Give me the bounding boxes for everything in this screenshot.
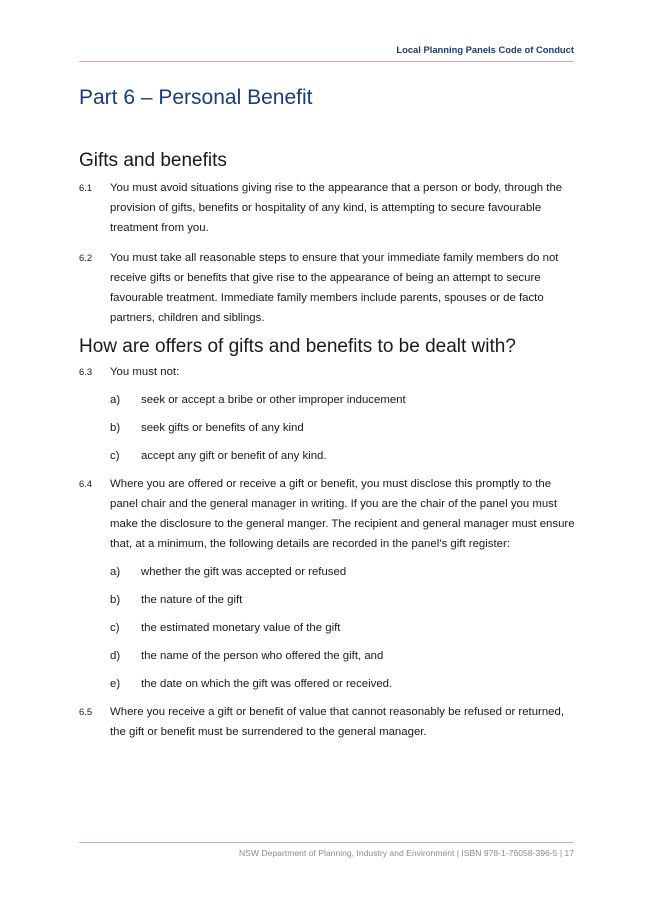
- clause-intro: You must not:: [110, 366, 180, 378]
- list-item: [110, 446, 579, 466]
- clause-6-5: [79, 702, 579, 742]
- list-item-text: seek gifts or benefits of any kind: [141, 422, 304, 434]
- list-item-letter: c): [110, 450, 120, 462]
- list-item-letter: a): [110, 394, 121, 406]
- footer-text: NSW Department of Planning, Industry and Environment | ISBN 978-1-76058-396-5 | 17: [238, 848, 574, 858]
- section-heading-offers-of-gifts: How are offers of gifts and benefits to be dealt with?: [79, 336, 516, 357]
- list-item-letter: a): [110, 566, 121, 578]
- clause-text: [110, 362, 579, 474]
- clause-number: 6.3: [79, 366, 93, 377]
- running-header: [79, 44, 574, 62]
- clause-list: [110, 562, 579, 694]
- running-footer: [79, 842, 574, 858]
- clause-6-2: [79, 248, 579, 328]
- list-item-text: the estimated monetary value of the gift: [141, 622, 341, 634]
- clause-intro: Where you are offered or receive a gift or benefit, you must disclose this promptly to the panel chair and the general manager in writing. If you are the chair of the panel you must make the disclosure to the general manger. The recipient and general manager must ensure that, at a minimum, the following details are recorded in the panel’s gift register:: [110, 478, 575, 550]
- clause-text: You must take all reasonable steps to ensure that your immediate family members do not receive gifts or benefits that give rise to the appearance of being an attempt to secure favourable treatment. Immediate family members include parents, spouses or de facto partners, children and siblings.: [110, 252, 559, 324]
- running-header-title: Local Planning Panels Code of Conduct: [396, 44, 574, 55]
- clause-number: 6.4: [79, 478, 93, 489]
- list-item-text: seek or accept a bribe or other improper inducement: [141, 394, 406, 406]
- list-item-letter: b): [110, 422, 121, 434]
- list-item-text: whether the gift was accepted or refused: [141, 566, 347, 578]
- clause-6-1: [79, 178, 579, 238]
- clause-number: 6.1: [79, 182, 93, 193]
- list-item: [110, 390, 579, 410]
- list-item-text: the date on which the gift was offered or received.: [141, 678, 393, 690]
- part-title: Part 6 – Personal Benefit: [79, 86, 313, 109]
- list-item-letter: d): [110, 650, 121, 662]
- list-item: [110, 674, 579, 694]
- list-item-text: the name of the person who offered the gift, and: [141, 650, 384, 662]
- clause-number: 6.5: [79, 706, 93, 717]
- clause-6-3: [79, 362, 579, 474]
- clause-text: Where you receive a gift or benefit of value that cannot reasonably be refused or returned, the gift or benefit must be surrendered to the general manager.: [110, 706, 564, 738]
- list-item-text: accept any gift or benefit of any kind.: [141, 450, 327, 462]
- list-item-letter: c): [110, 622, 120, 634]
- clause-list: [110, 390, 579, 466]
- list-item-text: the nature of the gift: [141, 594, 243, 606]
- list-item-letter: b): [110, 594, 121, 606]
- clause-6-4: [79, 474, 579, 702]
- list-item-letter: e): [110, 678, 121, 690]
- list-item: [110, 418, 579, 438]
- document-body: [79, 148, 579, 742]
- list-item: [110, 618, 579, 638]
- clause-number: 6.2: [79, 252, 93, 263]
- list-item: [110, 590, 579, 610]
- list-item: [110, 646, 579, 666]
- clause-text: You must avoid situations giving rise to the appearance that a person or body, through the provision of gifts, benefits or hospitality of any kind, is attempting to secure favourable treatment from you.: [110, 182, 563, 234]
- clause-text: [110, 474, 579, 702]
- list-item: [110, 562, 579, 582]
- section-heading-gifts-and-benefits: Gifts and benefits: [79, 150, 227, 171]
